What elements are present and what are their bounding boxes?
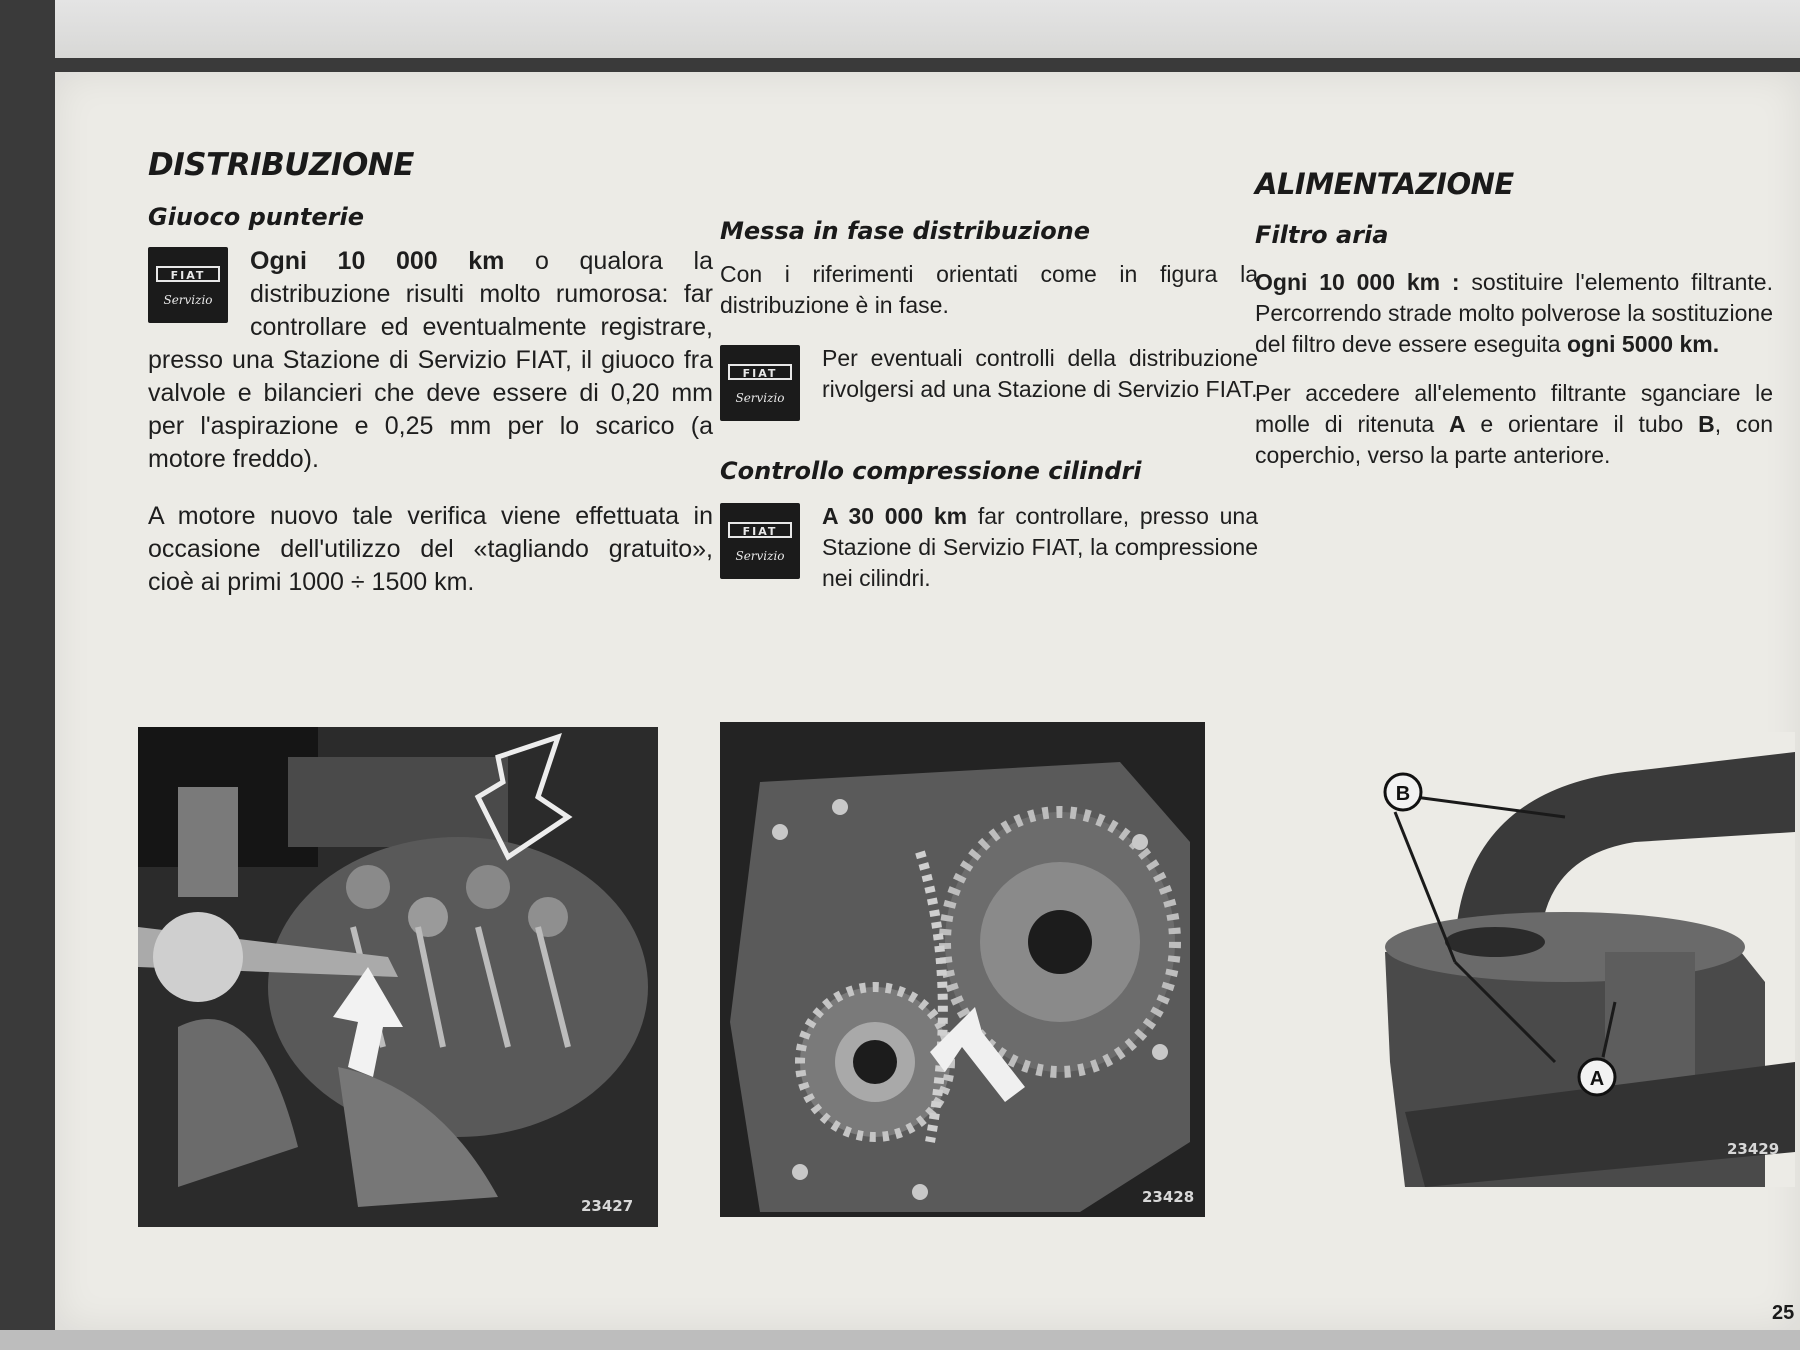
text-giuoco: o qualora la distribuzione risulti molto rumorosa: far controllare ed eventualmente registrare, presso una Stazione di Servizio FIAT, il giuoco fra valvole e bilancieri che deve essere di 0,20 mm per l'aspirazione e 0,25 mm per lo scarico (a motore freddo). <box>148 247 713 473</box>
fiat-logo-service: Servizio <box>163 293 213 307</box>
photo-number: 23427 <box>581 1197 634 1215</box>
paragraph-controlli <box>720 343 1258 427</box>
label-A: A <box>1589 1068 1605 1090</box>
bold-interval: Ogni 10 000 km <box>250 247 505 275</box>
paragraph-giuoco <box>148 245 713 476</box>
label-B: B <box>1395 783 1411 805</box>
fiat-servizio-logo <box>720 345 800 421</box>
paragraph-motore-nuovo: A motore nuovo tale verifica viene effettuata in occasione dell'utilizzo del «tagliando gratuito», cioè ai primi 1000 ÷ 1500 km. <box>148 502 713 596</box>
fiat-logo-brand: FIAT <box>156 266 220 282</box>
fiat-logo-brand: FIAT <box>728 522 792 538</box>
text-controlli: Per eventuali controlli della distribuzione rivolgersi ad una Stazione di Servizio FIAT. <box>822 345 1258 402</box>
photo-valve-rockers-illustration <box>138 727 658 1227</box>
manual-page <box>55 72 1800 1330</box>
paragraph-accedere: Per accedere all'elemento filtrante sganciare le molle di ritenuta A e orientare il tubo B, con coperchio, verso la parte anteriore. <box>1255 380 1773 468</box>
fiat-servizio-logo <box>720 503 800 579</box>
bold-interval: A 30 000 km <box>822 503 968 529</box>
bold-interval: Ogni 10 000 km : <box>1255 269 1460 295</box>
subheading-filtro-aria: Filtro aria <box>1255 221 1389 249</box>
column-messa-in-fase <box>720 217 1258 594</box>
column-alimentazione <box>1255 167 1773 471</box>
viewer-top-strip <box>55 0 1800 58</box>
fiat-logo-brand: FIAT <box>728 364 792 380</box>
photo-valve-rockers <box>138 727 658 1227</box>
bold-interval-2: ogni 5000 km. <box>1566 331 1720 357</box>
subheading-giuoco-punterie: Giuoco punterie <box>148 203 365 231</box>
text-filtro: sostituire l'elemento filtrante. Percorrendo strade molto polverose la sostituzione del filtro deve essere eseguita <box>1255 269 1773 357</box>
heading-distribuzione: DISTRIBUZIONE <box>148 147 414 183</box>
text-compressione: far controllare, presso una Stazione di Servizio FIAT, la compressione nei cilindri. <box>822 503 1258 591</box>
heading-alimentazione: ALIMENTAZIONE <box>1255 167 1514 201</box>
subheading-controllo-compressione: Controllo compressione cilindri <box>720 457 1142 485</box>
viewer-bottom-bar <box>0 1330 1800 1350</box>
photo-number: 23428 <box>1142 1188 1195 1206</box>
photo-air-filter-illustration <box>1365 732 1795 1187</box>
column-distribuzione <box>148 147 713 599</box>
page-number: 25 <box>1772 1302 1795 1324</box>
fiat-logo-service: Servizio <box>735 391 785 405</box>
photo-number: 23429 <box>1727 1140 1780 1158</box>
photo-timing-chain-illustration <box>720 722 1205 1217</box>
paragraph-compressione <box>720 501 1258 594</box>
fiat-servizio-logo <box>148 247 228 323</box>
photo-air-filter <box>1365 732 1795 1187</box>
photo-timing-chain <box>720 722 1205 1217</box>
paragraph-riferimenti: Con i riferimenti orientati come in figura la distribuzione è in fase. <box>720 261 1258 318</box>
paragraph-filtro <box>1255 267 1773 360</box>
fiat-logo-service: Servizio <box>735 549 785 563</box>
subheading-messa-in-fase: Messa in fase distribuzione <box>720 217 1091 245</box>
